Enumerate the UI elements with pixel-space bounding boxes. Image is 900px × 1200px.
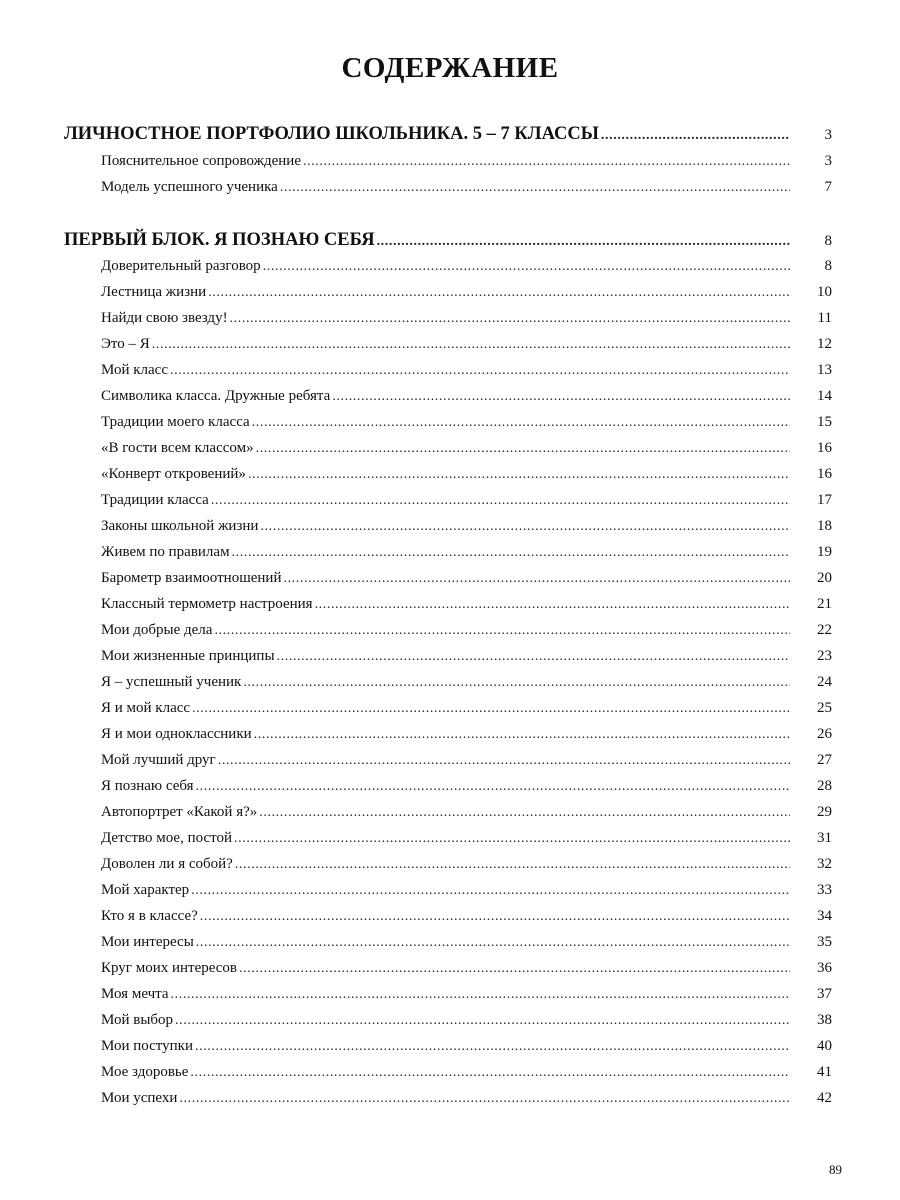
toc-entry <box>101 284 832 301</box>
toc-entry <box>101 414 832 431</box>
dot-leader <box>283 571 790 587</box>
toc-entry <box>101 960 832 977</box>
dot-leader <box>254 727 790 743</box>
toc-entry-label: Лестница жизни <box>101 284 207 300</box>
toc-entry <box>101 570 832 587</box>
toc-page-number: 14 <box>817 388 832 404</box>
toc-entry <box>101 856 832 873</box>
dot-leader <box>252 415 790 431</box>
toc-entry-label: Я познаю себя <box>101 778 194 794</box>
toc-entry <box>101 674 832 691</box>
toc-entry <box>101 153 832 170</box>
toc-page-number: 20 <box>817 570 832 586</box>
toc-entry <box>101 648 832 665</box>
toc-page-number: 7 <box>824 179 832 195</box>
toc-entry <box>101 778 832 795</box>
toc-page-number: 15 <box>817 414 832 430</box>
toc-section-heading <box>64 124 832 145</box>
dot-leader <box>259 805 790 821</box>
toc-entry-label: Пояснительное сопровождение <box>101 153 301 169</box>
toc-page-number: 16 <box>817 466 832 482</box>
dot-leader <box>200 909 790 925</box>
toc-entry-label: Мой класс <box>101 362 168 378</box>
toc-entry-label: Мои успехи <box>101 1090 178 1106</box>
toc-page-number: 36 <box>817 960 832 976</box>
toc-entry <box>101 1038 832 1055</box>
dot-leader <box>196 779 790 795</box>
dot-leader <box>256 441 790 457</box>
dot-leader <box>196 935 790 951</box>
toc-entry <box>101 544 832 561</box>
toc-entry <box>101 440 832 457</box>
toc-entry <box>101 830 832 847</box>
toc-page-number: 22 <box>817 622 832 638</box>
toc-entry <box>101 596 832 613</box>
toc-entry <box>101 466 832 483</box>
toc-entry-label: Доверительный разговор <box>101 258 261 274</box>
toc-page-number: 8 <box>824 233 832 249</box>
toc-entry <box>101 310 832 327</box>
toc-page-number: 21 <box>817 596 832 612</box>
toc-page-number: 40 <box>817 1038 832 1054</box>
toc-entry-label: Мои интересы <box>101 934 194 950</box>
toc-entry-label: Мои поступки <box>101 1038 193 1054</box>
toc-page-number: 31 <box>817 830 832 846</box>
toc-page-number: 18 <box>817 518 832 534</box>
toc-page-number: 32 <box>817 856 832 872</box>
toc-entry <box>101 934 832 951</box>
toc-entry <box>101 1090 832 1107</box>
toc-entry-label: Мои жизненные принципы <box>101 648 275 664</box>
dot-leader <box>191 883 790 899</box>
toc-entry-label: Барометр взаимоотношений <box>101 570 282 586</box>
dot-leader <box>214 623 790 639</box>
page-title: СОДЕРЖАНИЕ <box>341 52 559 84</box>
dot-leader <box>260 519 790 535</box>
dot-leader <box>195 1039 790 1055</box>
toc-page-number: 23 <box>817 648 832 664</box>
toc-page-number: 3 <box>824 153 832 169</box>
toc-entry-label: «Конверт откровений» <box>101 466 246 482</box>
toc-page-number: 10 <box>817 284 832 300</box>
dot-leader <box>190 1065 790 1081</box>
toc-page-number: 27 <box>817 752 832 768</box>
toc-entry-label: Круг моих интересов <box>101 960 238 976</box>
toc-section-heading <box>64 230 832 251</box>
dot-leader <box>235 857 790 873</box>
dot-leader <box>248 467 790 483</box>
toc-section-label: ПЕРВЫЙ БЛОК. Я ПОЗНАЮ СЕБЯ <box>64 230 375 250</box>
dot-leader <box>239 961 790 977</box>
toc-page-number: 16 <box>817 440 832 456</box>
toc-entry-label: Найди свою звезду! <box>101 310 228 326</box>
dot-leader <box>218 753 790 769</box>
toc-entry-label: Мой характер <box>101 882 190 898</box>
toc-entry-label: Кто я в классе? <box>101 908 198 924</box>
toc-entry <box>101 388 832 405</box>
toc-page-number: 35 <box>817 934 832 950</box>
toc-entry-label: Живем по правилам <box>101 544 230 560</box>
toc-entry-label: Символика класса. Дружные ребята <box>101 388 331 404</box>
dot-leader <box>234 831 790 847</box>
toc-page-number: 28 <box>817 778 832 794</box>
dot-leader <box>303 154 790 170</box>
toc-entry-label: Это – Я <box>101 336 150 352</box>
toc-entry <box>101 492 832 509</box>
toc-entry-label: Законы школьной жизни <box>101 518 259 534</box>
toc-page-number: 24 <box>817 674 832 690</box>
dot-leader <box>280 180 790 196</box>
dot-leader <box>152 337 790 353</box>
toc-page-number: 8 <box>824 258 832 274</box>
toc-page-number: 26 <box>817 726 832 742</box>
dot-leader <box>171 987 790 1003</box>
toc-entry-label: Мой выбор <box>101 1012 174 1028</box>
toc-entry <box>101 1012 832 1029</box>
toc-page-number: 11 <box>817 310 832 326</box>
toc-entry <box>101 700 832 717</box>
toc-entry-label: Автопортрет «Какой я?» <box>101 804 258 820</box>
toc-entry <box>101 882 832 899</box>
toc-entry-label: Я и мои одноклассники <box>101 726 252 742</box>
toc-entry <box>101 726 832 743</box>
toc-page-number: 13 <box>817 362 832 378</box>
toc-entry <box>101 804 832 821</box>
toc-page-number: 37 <box>817 986 832 1002</box>
toc-section-label: ЛИЧНОСТНОЕ ПОРТФОЛИО ШКОЛЬНИКА. 5 – 7 КЛАССЫ <box>64 124 599 144</box>
toc-entry-label: Я – успешный ученик <box>101 674 242 690</box>
dot-leader <box>170 363 790 379</box>
toc-entry-label: Мои добрые дела <box>101 622 213 638</box>
dot-leader <box>230 311 790 327</box>
page-number: 89 <box>829 1162 842 1177</box>
toc-page-number: 3 <box>824 127 832 143</box>
toc-page-number: 25 <box>817 700 832 716</box>
dot-leader <box>211 493 790 509</box>
dot-leader <box>277 649 790 665</box>
toc-entry-label: Доволен ли я собой? <box>101 856 233 872</box>
toc-entry <box>101 986 832 1003</box>
toc-entry <box>101 1064 832 1081</box>
toc-entry-label: Модель успешного ученика <box>101 179 278 195</box>
toc-page-number: 29 <box>817 804 832 820</box>
dot-leader <box>243 675 790 691</box>
toc-entry-label: Моя мечта <box>101 986 169 1002</box>
dot-leader <box>332 389 790 405</box>
toc-entry-label: Детство мое, постой <box>101 830 233 846</box>
toc-entry-label: Классный термометр настроения <box>101 596 313 612</box>
toc-entry-label: Традиции класса <box>101 492 209 508</box>
toc-entry <box>101 752 832 769</box>
toc-page-number: 19 <box>817 544 832 560</box>
toc-entry-label: Мой лучший друг <box>101 752 216 768</box>
toc-entry <box>101 179 832 196</box>
toc-entry <box>101 518 832 535</box>
toc-page-number: 34 <box>817 908 832 924</box>
dot-leader <box>315 597 790 613</box>
toc-entry <box>101 362 832 379</box>
toc-entry-label: Мое здоровье <box>101 1064 189 1080</box>
toc-entry <box>101 258 832 275</box>
toc-page-number: 41 <box>817 1064 832 1080</box>
toc-page-number: 42 <box>817 1090 832 1106</box>
toc-page-number: 38 <box>817 1012 832 1028</box>
toc-entry-label: Я и мой класс <box>101 700 191 716</box>
dot-leader <box>263 259 790 275</box>
dot-leader <box>175 1013 790 1029</box>
toc-entry <box>101 908 832 925</box>
toc-entry-label: «В гости всем классом» <box>101 440 254 456</box>
toc-entry <box>101 336 832 353</box>
dot-leader <box>377 234 790 250</box>
toc-page-number: 12 <box>817 336 832 352</box>
toc-entry <box>101 622 832 639</box>
dot-leader <box>192 701 790 717</box>
dot-leader <box>208 285 790 301</box>
dot-leader <box>601 128 790 144</box>
toc-page-number: 33 <box>817 882 832 898</box>
toc-page-number: 17 <box>817 492 832 508</box>
dot-leader <box>179 1091 790 1107</box>
toc-entry-label: Традиции моего класса <box>101 414 250 430</box>
dot-leader <box>232 545 790 561</box>
